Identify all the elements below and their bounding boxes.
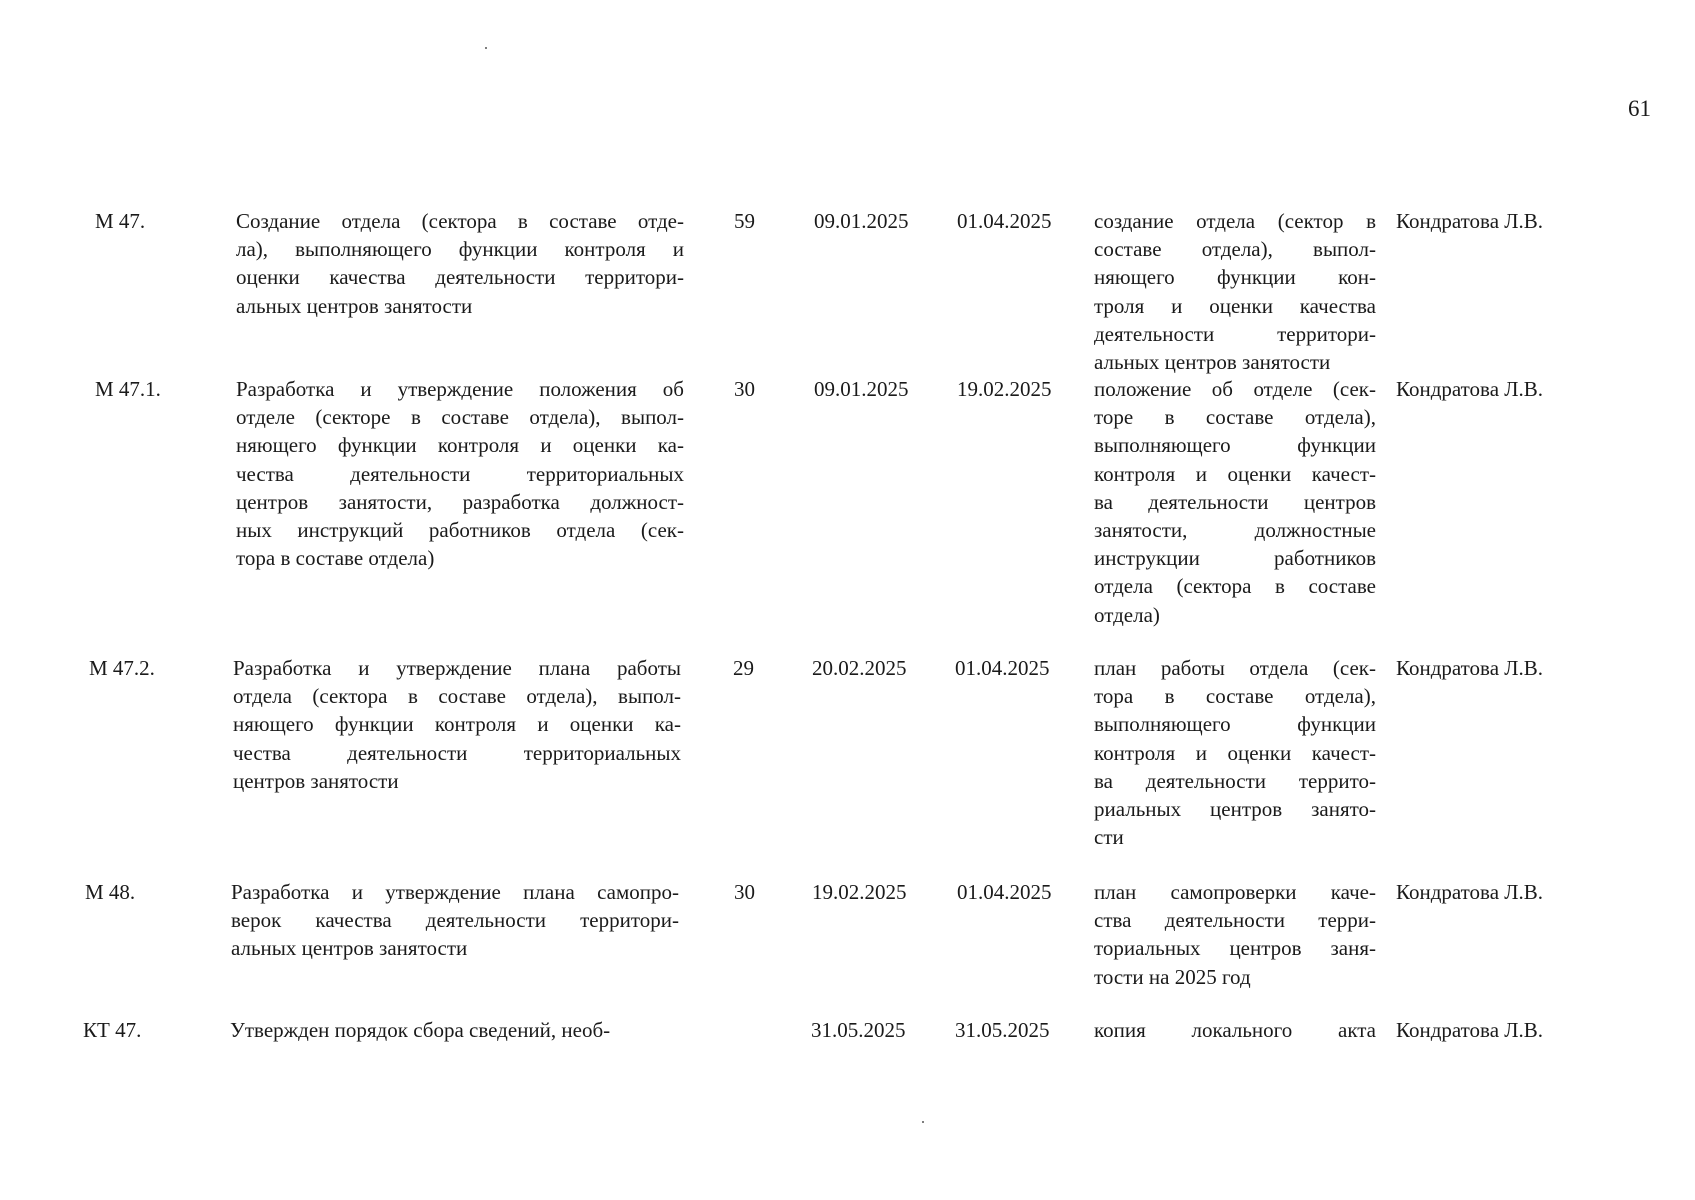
item-name-line: ла), выполняющего функции контроля и xyxy=(236,237,684,262)
result-line: инструкции работников xyxy=(1094,546,1376,571)
item-name-line: центров занятости, разработка должност- xyxy=(236,489,684,514)
result-line: план работы отдела (сек- xyxy=(1094,656,1376,680)
item-code: М 48. xyxy=(85,880,136,904)
responsible-person: Кондратова Л.В. xyxy=(1396,1018,1544,1042)
item-name-line: тора в составе отдела) xyxy=(236,546,435,571)
item-name xyxy=(231,878,679,963)
start-date: 09.01.2025 xyxy=(814,209,909,233)
item-name-line: Разработка и утверждение плана самопро- xyxy=(231,880,679,904)
result-line: выполняющего функции xyxy=(1094,712,1376,737)
result-line: ториальных центров заня- xyxy=(1094,936,1376,961)
result-line: деятельности территори- xyxy=(1094,321,1376,346)
result-line: создание отдела (сектор в xyxy=(1094,209,1376,233)
end-date: 01.04.2025 xyxy=(957,209,1052,233)
result-description xyxy=(1094,1016,1376,1044)
item-code: М 47.1. xyxy=(95,377,161,401)
result-line: составе отдела), выпол- xyxy=(1094,237,1376,262)
scan-speck xyxy=(485,47,487,49)
item-name-line: верок качества деятельности территори- xyxy=(231,908,679,933)
result-line: тора в составе отдела), xyxy=(1094,684,1376,709)
end-date: 01.04.2025 xyxy=(955,656,1050,680)
item-name-line: няющего функции контроля и оценки ка- xyxy=(236,433,684,458)
result-line: контроля и оценки качест- xyxy=(1094,461,1376,486)
item-name-line: няющего функции контроля и оценки ка- xyxy=(233,712,681,737)
item-name-line: альных центров занятости xyxy=(236,293,473,318)
scan-speck xyxy=(922,1121,924,1123)
result-line: отдела (сектора в составе xyxy=(1094,574,1376,599)
result-description xyxy=(1094,878,1376,991)
item-name xyxy=(236,375,684,572)
end-date: 31.05.2025 xyxy=(955,1018,1050,1042)
result-line: контроля и оценки качест- xyxy=(1094,740,1376,765)
result-line: сти xyxy=(1094,825,1124,850)
result-line: план самопроверки каче- xyxy=(1094,880,1376,904)
result-description xyxy=(1094,375,1376,629)
end-date: 19.02.2025 xyxy=(957,377,1052,401)
responsible-person: Кондратова Л.В. xyxy=(1396,377,1544,401)
item-name-line: чества деятельности территориальных xyxy=(236,461,684,486)
start-date: 19.02.2025 xyxy=(812,880,907,904)
item-name-line: центров занятости xyxy=(233,768,399,793)
result-line: ва деятельности центров xyxy=(1094,489,1376,514)
item-name-line: Утвержден порядок сбора сведений, необ- xyxy=(230,1018,611,1042)
responsible-person: Кондратова Л.В. xyxy=(1396,656,1544,680)
result-line: ва деятельности террито- xyxy=(1094,768,1376,793)
result-line: отдела) xyxy=(1094,602,1160,627)
item-name xyxy=(233,654,681,795)
result-line: альных центров занятости xyxy=(1094,350,1331,375)
result-line: положение об отделе (сек- xyxy=(1094,377,1376,401)
start-date: 31.05.2025 xyxy=(811,1018,906,1042)
item-name-line: Разработка и утверждение положения об xyxy=(236,377,684,401)
duration-days: 30 xyxy=(734,377,755,401)
responsible-person: Кондратова Л.В. xyxy=(1396,880,1544,904)
result-line: тости на 2025 год xyxy=(1094,964,1251,989)
end-date: 01.04.2025 xyxy=(957,880,1052,904)
item-name-line: Создание отдела (сектора в составе отде- xyxy=(236,209,684,233)
duration-days: 29 xyxy=(733,656,754,680)
item-name-line: отделе (секторе в составе отдела), выпол- xyxy=(236,405,684,430)
duration-days: 59 xyxy=(734,209,755,233)
item-name-line: Разработка и утверждение плана работы xyxy=(233,656,681,680)
result-description xyxy=(1094,654,1376,851)
item-name xyxy=(236,207,684,320)
item-name-line: оценки качества деятельности территори- xyxy=(236,265,684,290)
start-date: 20.02.2025 xyxy=(812,656,907,680)
item-name-line: ных инструкций работников отдела (сек- xyxy=(236,518,684,543)
item-name-line: отдела (сектора в составе отдела), выпол- xyxy=(233,684,681,709)
result-line: няющего функции кон- xyxy=(1094,265,1376,290)
result-line: торе в составе отдела), xyxy=(1094,405,1376,430)
result-line: троля и оценки качества xyxy=(1094,293,1376,318)
result-line: копия локального акта xyxy=(1094,1018,1376,1042)
duration-days: 30 xyxy=(734,880,755,904)
item-name-line: альных центров занятости xyxy=(231,936,468,961)
item-name xyxy=(230,1016,678,1044)
result-line: занятости, должностные xyxy=(1094,518,1376,543)
result-line: ства деятельности терри- xyxy=(1094,908,1376,933)
result-line: выполняющего функции xyxy=(1094,433,1376,458)
item-code: М 47.2. xyxy=(89,656,155,680)
responsible-person: Кондратова Л.В. xyxy=(1396,209,1544,233)
start-date: 09.01.2025 xyxy=(814,377,909,401)
page-number: 61 xyxy=(1628,96,1651,121)
item-code: КТ 47. xyxy=(83,1018,142,1042)
item-code: М 47. xyxy=(95,209,146,233)
item-name-line: чества деятельности территориальных xyxy=(233,740,681,765)
result-line: риальных центров занято- xyxy=(1094,797,1376,822)
result-description xyxy=(1094,207,1376,376)
